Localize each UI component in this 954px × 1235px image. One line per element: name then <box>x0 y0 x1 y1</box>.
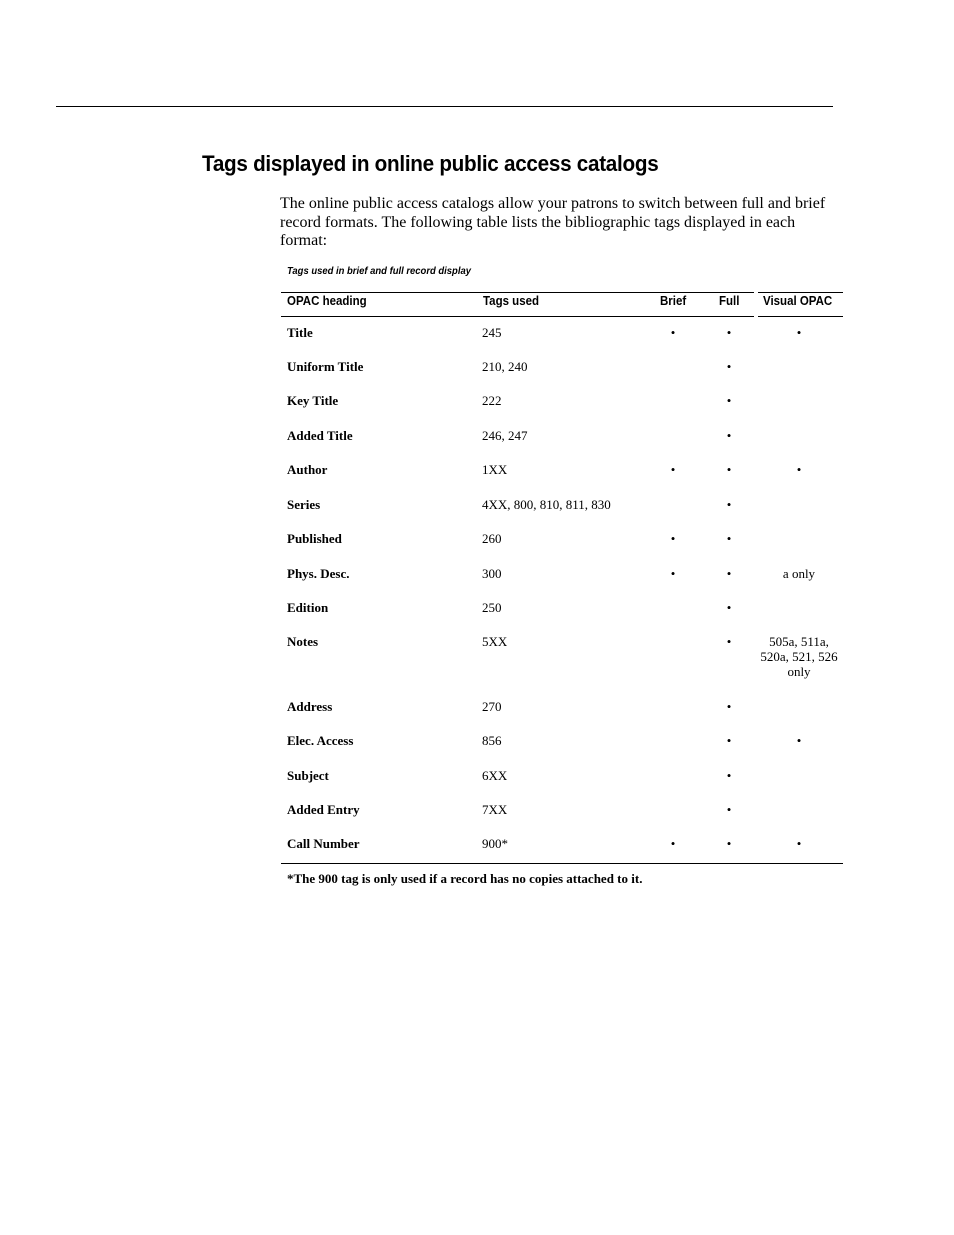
cell-tags-used: 900* <box>482 836 508 851</box>
cell-brief: • <box>670 531 676 546</box>
cell-tags-used: 856 <box>482 733 502 748</box>
cell-full: • <box>726 462 732 477</box>
table-bottom-rule <box>281 863 843 864</box>
cell-full: • <box>726 699 732 714</box>
cell-opac-heading: Address <box>287 699 333 714</box>
cell-full: • <box>726 836 732 851</box>
cell-opac-heading: Author <box>287 462 328 477</box>
cell-opac-heading: Uniform Title <box>287 359 364 374</box>
cell-brief: • <box>670 836 676 851</box>
cell-visual-opac: • <box>796 325 802 340</box>
column-header-full: Full <box>719 294 740 308</box>
table-top-rule-visual <box>758 292 843 293</box>
cell-brief: • <box>670 325 676 340</box>
cell-opac-heading: Call Number <box>287 836 360 851</box>
cell-opac-heading: Edition <box>287 600 329 615</box>
cell-tags-used: 260 <box>482 531 502 546</box>
table-top-rule <box>281 292 754 293</box>
cell-visual-opac: a only <box>782 566 816 581</box>
cell-full: • <box>726 359 732 374</box>
cell-brief: • <box>670 462 676 477</box>
cell-tags-used: 6XX <box>482 768 508 783</box>
cell-tags-used: 222 <box>482 393 502 408</box>
cell-full: • <box>726 325 732 340</box>
column-header-brief: Brief <box>660 294 687 308</box>
column-header-visual-opac: Visual OPAC <box>763 294 833 308</box>
cell-full: • <box>726 566 732 581</box>
cell-tags-used: 250 <box>482 600 502 615</box>
cell-full: • <box>726 802 732 817</box>
cell-tags-used: 300 <box>482 566 502 581</box>
cell-full: • <box>726 634 732 649</box>
cell-opac-heading: Published <box>287 531 342 546</box>
cell-tags-used: 4XX, 800, 810, 811, 830 <box>482 497 611 512</box>
cell-opac-heading: Title <box>287 325 313 340</box>
section-heading: Tags displayed in online public access catalogs <box>202 151 659 176</box>
cell-tags-used: 270 <box>482 699 502 714</box>
table-caption: Tags used in brief and full record display <box>287 265 471 277</box>
cell-tags-used: 245 <box>482 325 502 340</box>
column-header-opac-heading: OPAC heading <box>287 294 367 308</box>
cell-opac-heading: Elec. Access <box>287 733 354 748</box>
cell-full: • <box>726 733 732 748</box>
cell-brief: • <box>670 566 676 581</box>
cell-tags-used: 1XX <box>482 462 508 477</box>
cell-full: • <box>726 768 732 783</box>
cell-tags-used: 7XX <box>482 802 508 817</box>
column-header-tags-used: Tags used <box>483 294 540 308</box>
header-bottom-rule <box>281 316 754 317</box>
cell-opac-heading: Key Title <box>287 393 339 408</box>
cell-tags-used: 210, 240 <box>482 359 528 374</box>
table-footnote: *The 900 tag is only used if a record has no copies attached to it. <box>287 871 643 886</box>
cell-opac-heading: Phys. Desc. <box>287 566 350 581</box>
cell-full: • <box>726 428 732 443</box>
cell-visual-opac: • <box>796 836 802 851</box>
cell-opac-heading: Added Title <box>287 428 353 443</box>
cell-tags-used: 246, 247 <box>482 428 528 443</box>
intro-paragraph: The online public access catalogs allow your patrons to switch between full and brief record formats. The following table lists the bibliographic tags displayed in each format: <box>280 195 826 249</box>
cell-visual-opac: • <box>796 462 802 477</box>
cell-opac-heading: Subject <box>287 768 329 783</box>
page-top-rule <box>56 106 833 107</box>
cell-opac-heading: Series <box>287 497 321 512</box>
cell-tags-used: 5XX <box>482 634 508 649</box>
header-bottom-rule-visual <box>758 316 843 317</box>
cell-visual-opac: 505a, 511a, 520a, 521, 526 only <box>760 634 838 679</box>
cell-full: • <box>726 531 732 546</box>
cell-full: • <box>726 497 732 512</box>
cell-opac-heading: Added Entry <box>287 802 360 817</box>
cell-opac-heading: Notes <box>287 634 319 649</box>
cell-visual-opac: • <box>796 733 802 748</box>
cell-full: • <box>726 393 732 408</box>
cell-full: • <box>726 600 732 615</box>
